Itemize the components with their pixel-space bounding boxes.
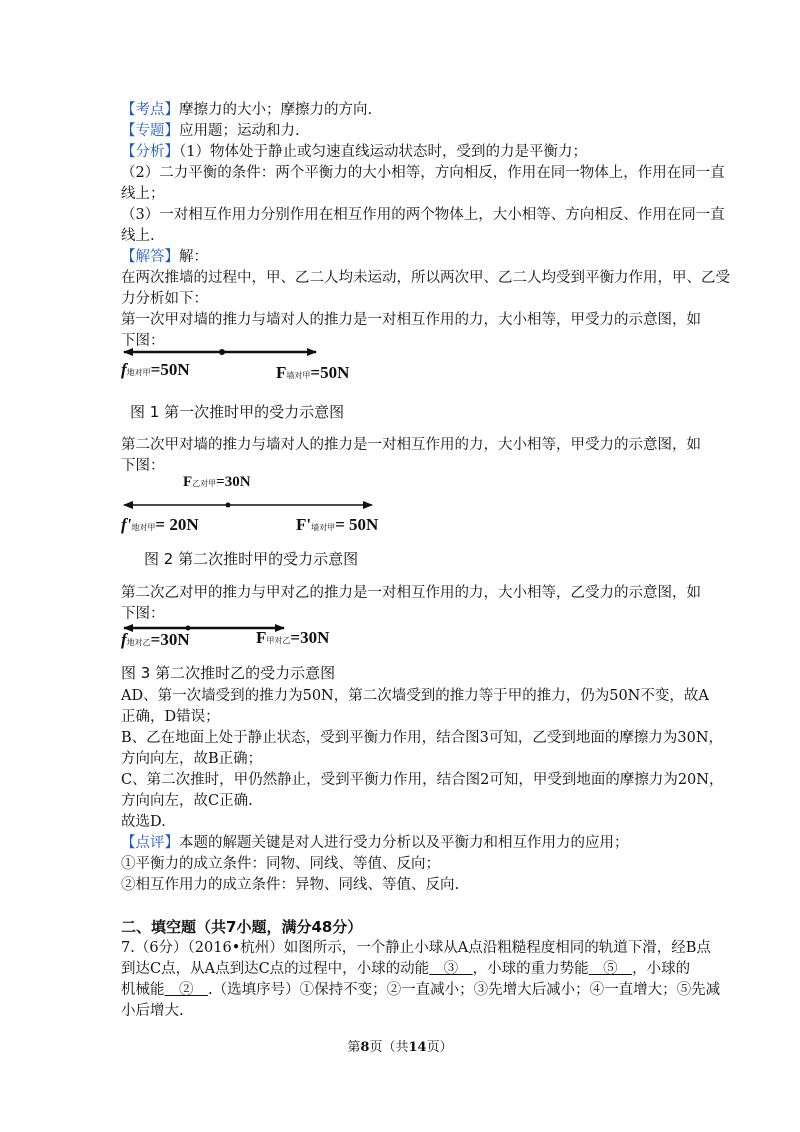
yi-push-line1: 第二次乙对甲的推力与甲对乙的推力是一对相互作用的力，大小相等，乙受力的示意图，如: [121, 585, 701, 601]
total-pages: 14: [408, 1040, 427, 1055]
dianping-tag: 【点评】: [121, 835, 179, 851]
fig2-left-label: f'地对甲= 20N: [121, 515, 199, 534]
second-push-line1: 第二次甲对墙的推力与墙对人的推力是一对相互作用的力，大小相等，甲受力的示意图，如: [121, 437, 701, 453]
fenxi-text: （1）物体处于静止或匀速直线运动状态时，受到的力是平衡力；: [179, 144, 587, 160]
zhuanti-tag: 【专题】: [121, 123, 179, 139]
analysis-point-3-line1: （3）一对相互作用力分别作用在相互作用的两个物体上，大小相等、方向相反、作用在同一直: [121, 207, 725, 223]
section-title: 二、填空题（共7小题，满分48分）: [121, 918, 363, 936]
jieda-tag: 【解答】: [121, 249, 179, 265]
dianping-text: 本题的解题关键是对人进行受力分析以及平衡力和相互作用力的应用；: [179, 835, 629, 851]
option-ad-line2: 正确，D错误；: [121, 709, 220, 725]
fig3-right-label: F甲对乙=30N: [256, 628, 330, 647]
zhuanti-text: 应用题；运动和力.: [179, 123, 300, 139]
question-7-line2: 到达C点，从A点到达C点的过程中，小球的动能 ③ ，小球的重力势能 ⑤ ，小球的: [121, 961, 691, 977]
kaodian-tag: 【考点】: [121, 102, 179, 118]
question-7-line3: 机械能 ② .（选填序号）①保持不变；②一直减小；③先增大后减小；④一直增大；⑤先减: [121, 982, 721, 998]
question-7-line1: 7.（6分）（2016•杭州）如图所示，一个静止小球从A点沿粗糙程度相同的轨道下滑，经B点: [121, 940, 711, 956]
answer-choice: 故选D.: [121, 814, 166, 830]
kaodian-text: 摩擦力的大小；摩擦力的方向.: [179, 102, 373, 118]
fig1-right-label: F墙对甲=50N: [276, 363, 350, 382]
answer-blank-2: ⑤: [588, 961, 633, 977]
second-push-line2: 下图：: [121, 458, 165, 474]
current-page: 8: [360, 1040, 370, 1055]
fig2-caption: 图 2 第二次推时甲的受力示意图: [144, 550, 359, 568]
option-b-line1: B、乙在地面上处于静止状态，受到平衡力作用，结合图3可知，乙受到地面的摩擦力为30N，: [121, 730, 724, 746]
first-push-line1: 第一次甲对墙的推力与墙对人的推力是一对相互作用的力，大小相等，甲受力的示意图，如: [121, 312, 701, 328]
dianping-line: [121, 833, 629, 853]
fig2-right-label: F'墙对甲= 50N: [296, 515, 379, 534]
fig1-caption: 图 1 第一次推时甲的受力示意图: [130, 403, 345, 421]
analysis-point-2-line2: 线上；: [121, 186, 165, 202]
fenxi-tag: 【分析】: [121, 144, 179, 160]
analysis-point-3-line2: 线上.: [121, 228, 155, 244]
fig3-caption: 图 3 第二次推时乙的受力示意图: [121, 664, 336, 682]
fig3-left-label: f地对乙=30N: [121, 630, 190, 649]
option-c-line1: C、第二次推时，甲仍然静止，受到平衡力作用，结合图2可知，甲受到地面的摩擦力为20N，: [121, 772, 724, 788]
dianping-point-2: ②相互作用力的成立条件：异物、同线、等值、反向.: [121, 877, 460, 893]
fig2-top-label: F乙对甲=30N: [183, 474, 251, 490]
option-b-line2: 方向向左，故B正确；: [121, 751, 263, 767]
option-c-line2: 方向向左，故C正确.: [121, 793, 253, 809]
first-push-line2: 下图：: [121, 333, 165, 349]
dianping-point-1: ①平衡力的成立条件：同物、同线、等值、反向；: [121, 856, 440, 872]
page-footer: 第8页（共14页）: [347, 1040, 453, 1055]
solution-intro-line2: 力分析如下：: [121, 291, 208, 307]
yi-push-line2: 下图：: [121, 606, 165, 622]
jieda-text: 解：: [179, 249, 208, 265]
option-ad-line1: AD、第一次墙受到的推力为50N，第二次墙受到的推力等于甲的推力，仍为50N不变，故A: [121, 688, 709, 704]
fig1-left-label: f地对甲=50N: [121, 360, 190, 379]
analysis-point-2-line1: （2）二力平衡的条件：两个平衡力的大小相等，方向相反，作用在同一物体上，作用在同一直: [121, 165, 725, 181]
answer-blank-3: ②: [164, 982, 208, 998]
question-7-line4: 小后增大.: [121, 1003, 184, 1019]
answer-blank-1: ③: [429, 961, 473, 977]
solution-intro-line1: 在两次推墙的过程中，甲、乙二人均未运动，所以两次甲、乙二人均受到平衡力作用，甲、乙受: [121, 270, 730, 286]
